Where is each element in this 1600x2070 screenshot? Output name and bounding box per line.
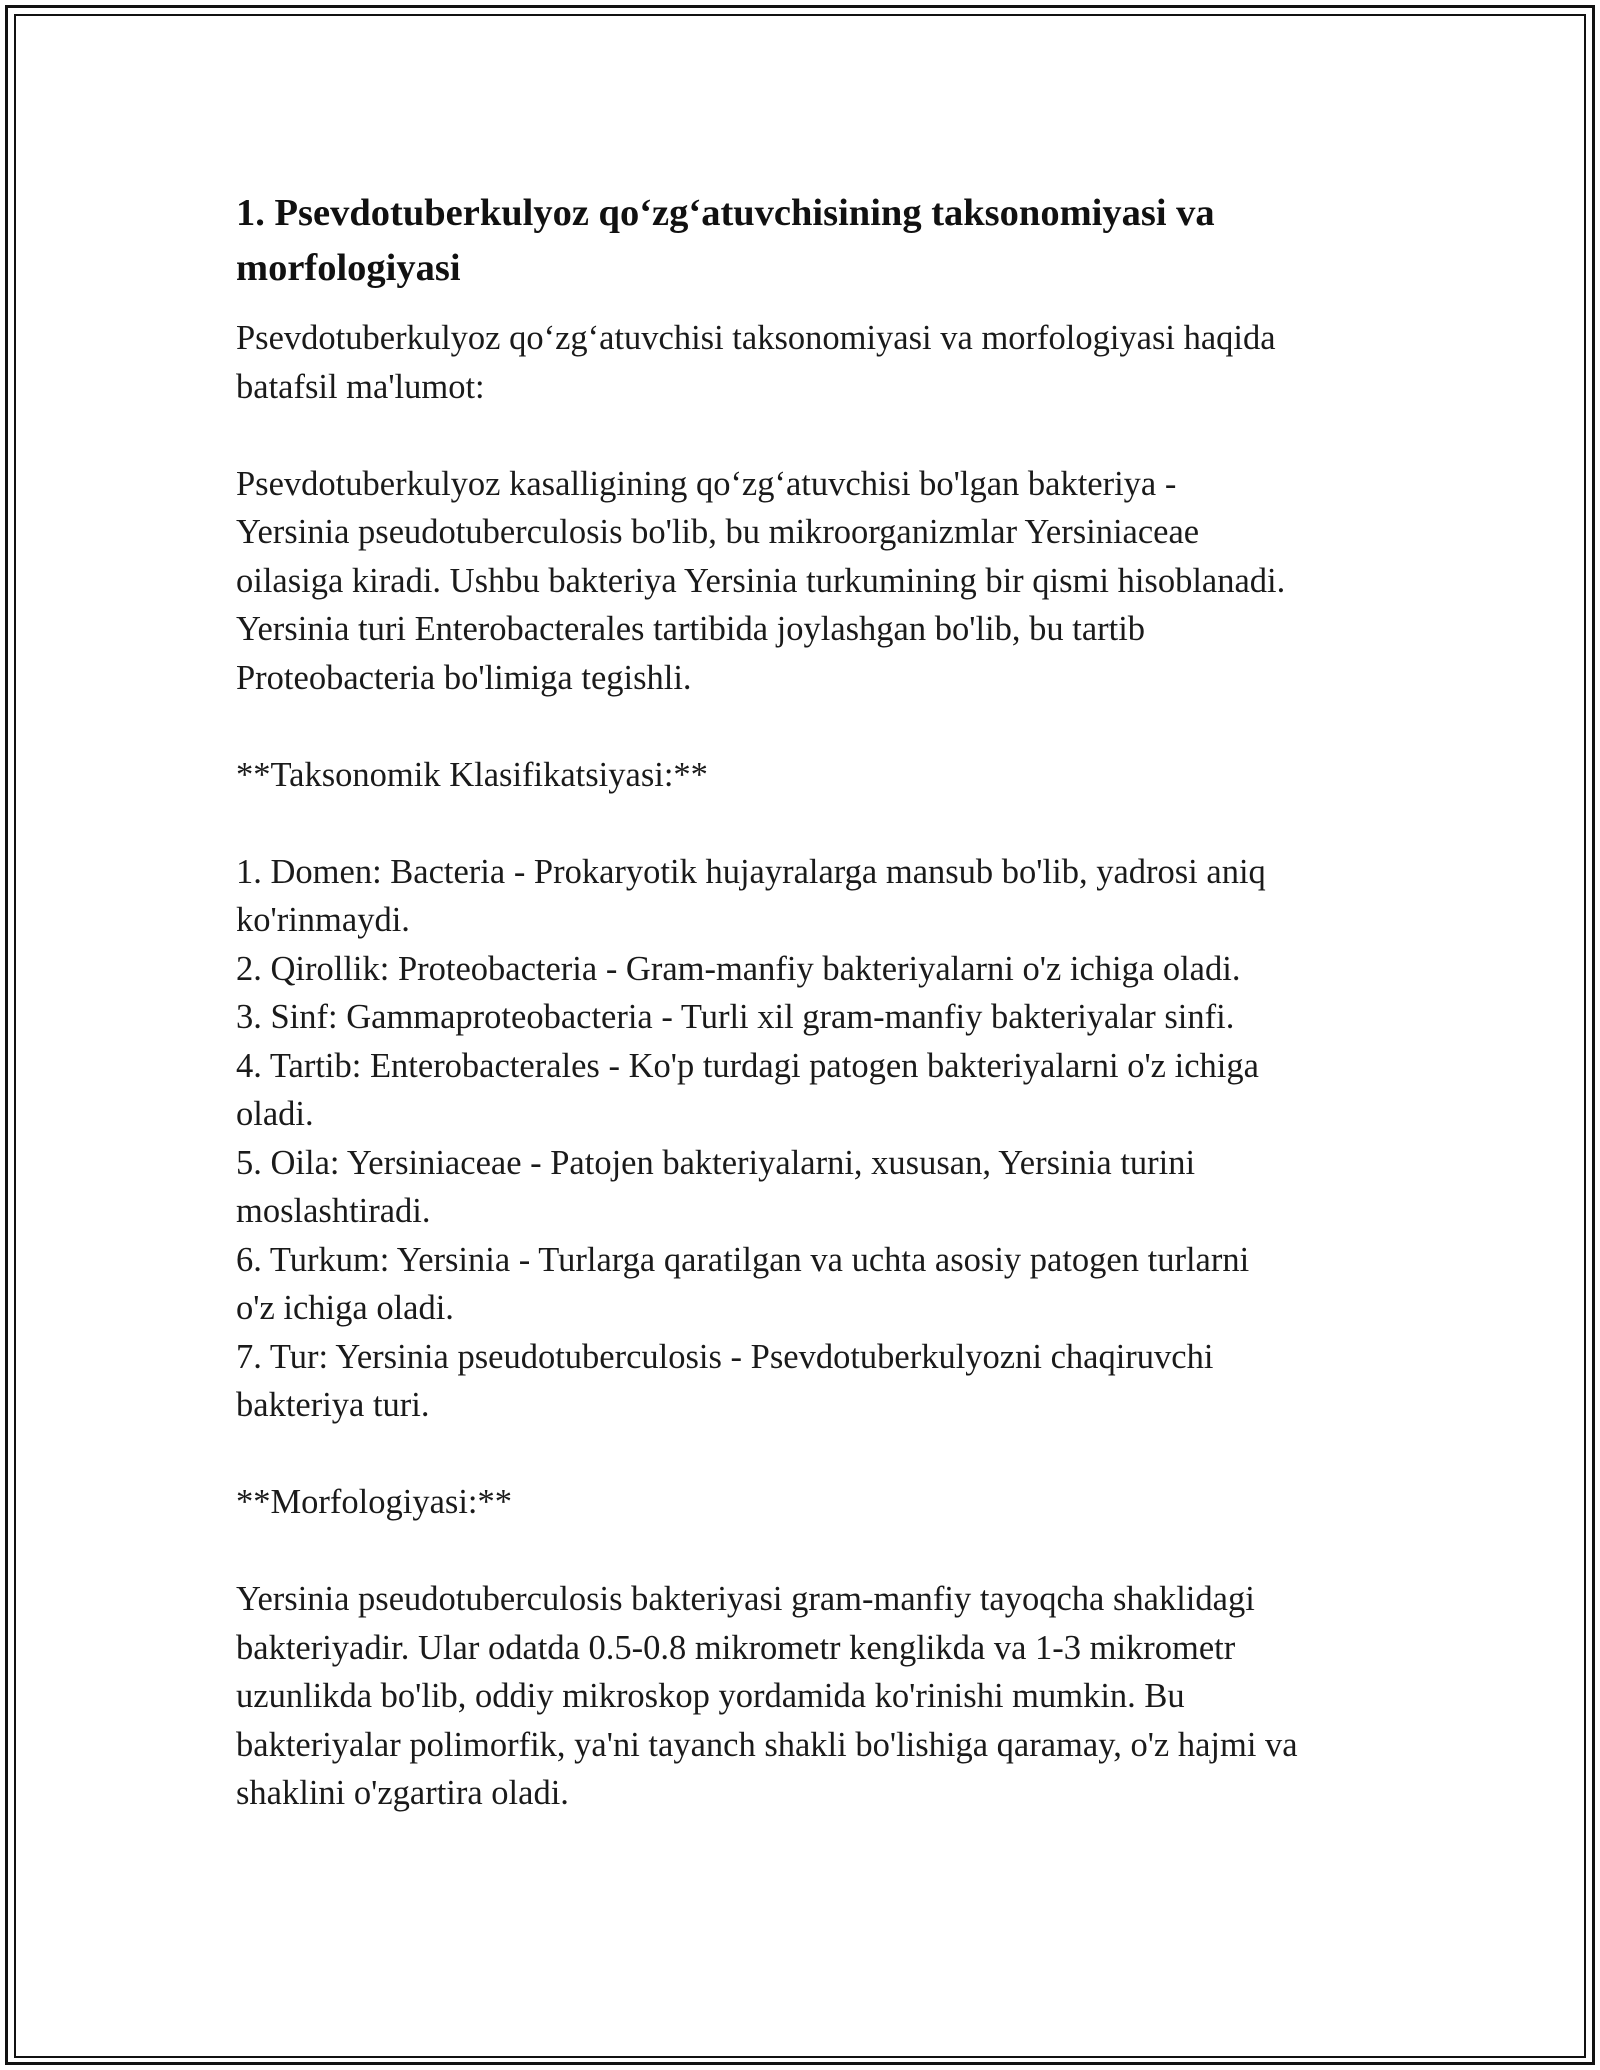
text-line: batafsil ma'lumot: <box>236 367 485 406</box>
blank-line <box>236 799 1386 848</box>
text-line: ko'rinmaydi. <box>236 901 410 939</box>
text-line: bakteriyalar polimorfik, ya'ni tayanch shakli bo'lishiga qaramay, o'z hajmi va <box>236 1725 1298 1764</box>
text-line: 6. Turkum: Yersinia - Turlarga qaratilgan va uchta asosiy patogen turlarni <box>236 1240 1250 1279</box>
text-line: Yersinia turi Enterobacterales tartibida joylashgan bo'lib, bu tartib <box>236 610 1146 648</box>
text-line: Yersinia pseudotuberculosis bo'lib, bu mikroorganizmlar Yersiniaceae <box>236 513 1200 551</box>
text-line: Psevdotuberkulyoz kasalligining qo‘zg‘atuvchisi bo'lgan bakteriya - <box>236 464 1177 503</box>
text-line: 3. Sinf: Gammaproteobacteria - Turli xil gram-manfiy bakteriyalar sinfi. <box>236 998 1235 1036</box>
text-line: 2. Qirollik: Proteobacteria - Gram-manfiy bakteriyalarni o'z ichiga oladi. <box>236 949 1241 988</box>
document-heading: 1. Psevdotuberkulyoz qo‘zg‘atuvchisining taksonomiyasi va morfologiyasi <box>236 192 1215 289</box>
document-content <box>236 186 1386 1818</box>
text-line: 1. Domen: Bacteria - Prokaryotik hujayralarga mansub bo'lib, yadrosi aniq <box>236 852 1266 891</box>
blank-line <box>236 411 1386 460</box>
text-line: uzunlikda bo'lib, oddiy mikroskop yordamida ko'rinishi mumkin. Bu <box>236 1677 1185 1715</box>
text-line: 4. Tartib: Enterobacterales - Ko'p turdagi patogen bakteriyalarni o'z ichiga <box>236 1046 1259 1085</box>
text-line: **Taksonomik Klasifikatsiyasi:** <box>236 755 708 794</box>
text-line: Psevdotuberkulyoz qo‘zg‘atuvchisi taksonomiyasi va morfologiyasi haqida <box>236 319 1276 357</box>
text-line: shaklini o'zgartira oladi. <box>236 1774 569 1812</box>
blank-line <box>236 1527 1386 1576</box>
text-line: bakteriyadir. Ular odatda 0.5-0.8 mikrometr kenglikda va 1-3 mikrometr <box>236 1628 1236 1667</box>
text-line: 5. Oila: Yersiniaceae - Patojen bakteriyalarni, xususan, Yersinia turini <box>236 1143 1196 1182</box>
text-line: Proteobacteria bo'limiga tegishli. <box>236 658 692 697</box>
text-line: o'z ichiga oladi. <box>236 1289 454 1327</box>
blank-line <box>236 1430 1386 1479</box>
text-line: **Morfologiyasi:** <box>236 1483 512 1521</box>
blank-line <box>236 702 1386 751</box>
text-line: oilasiga kiradi. Ushbu bakteriya Yersinia turkumining bir qismi hisoblanadi. <box>236 561 1286 600</box>
text-line: 7. Tur: Yersinia pseudotuberculosis - Psevdotuberkulyozni chaqiruvchi <box>236 1337 1214 1376</box>
text-line: moslashtiradi. <box>236 1192 431 1230</box>
text-line: Yersinia pseudotuberculosis bakteriyasi gram-manfiy tayoqcha shaklidagi <box>236 1580 1255 1618</box>
text-line: oladi. <box>236 1095 314 1133</box>
document-body <box>236 314 1386 1818</box>
text-line: bakteriya turi. <box>236 1386 430 1424</box>
